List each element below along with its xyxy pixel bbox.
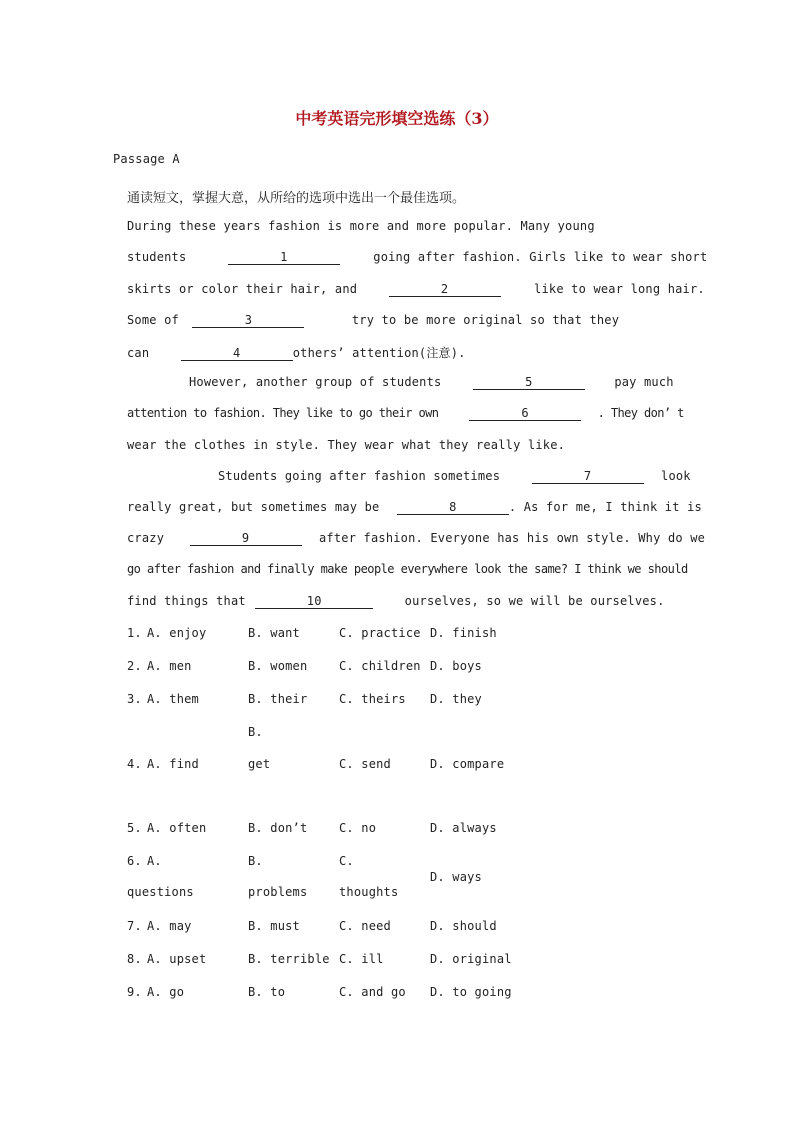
option-a: A. them — [147, 692, 199, 706]
option-a: A. find — [147, 757, 199, 771]
passage-text: However, another group of students — [189, 375, 442, 389]
passage-line — [218, 469, 691, 484]
option-b: B. must — [248, 919, 300, 933]
option-a: A. often — [147, 821, 207, 835]
option-b: B. don’t — [248, 821, 308, 835]
option-c: C. and go — [339, 985, 406, 999]
passage-line — [127, 406, 684, 421]
option-c: C. theirs — [339, 692, 406, 706]
passage-text: skirts or color their hair, and — [127, 282, 358, 296]
option-d: D. original — [430, 952, 512, 966]
blank-7: 7 — [532, 469, 644, 484]
passage-line — [189, 375, 674, 390]
blank-9: 9 — [190, 531, 302, 546]
option-b: B. to — [248, 985, 286, 999]
question-number: 6. — [127, 854, 142, 868]
option-a: A. upset — [147, 952, 207, 966]
passage-line: go after fashion and finally make people everywhere look the same? I think we should — [127, 562, 688, 576]
passage-text: try to be more original so that they — [351, 313, 620, 327]
option-b: B. their — [248, 692, 308, 706]
passage-text: can — [127, 346, 150, 360]
question-number: 2. — [127, 659, 142, 673]
option-d: D. ways — [430, 870, 482, 884]
option-d: D. finish — [430, 626, 497, 640]
option-d: D. boys — [430, 659, 482, 673]
passage-text: find things that — [127, 594, 246, 608]
passage-text: going after fashion. Girls like to wear short — [373, 250, 708, 264]
option-b-letter: B. — [248, 854, 263, 868]
option-b-letter: B. — [248, 725, 263, 739]
passage-line — [127, 531, 705, 546]
option-a-letter: A. — [147, 854, 162, 868]
passage-text: after fashion. Everyone has his own style. Why do we — [319, 531, 706, 545]
option-b: B. want — [248, 626, 300, 640]
option-b-text: problems — [248, 885, 308, 899]
blank-10: 10 — [255, 594, 373, 609]
passage-line: wear the clothes in style. They wear what they really like. — [127, 438, 566, 452]
option-a: A. go — [147, 985, 185, 999]
passage-line — [127, 313, 619, 328]
passage-text: pay much — [614, 375, 674, 389]
blank-1: 1 — [228, 250, 340, 265]
passage-text: Students going after fashion sometimes — [218, 469, 501, 483]
passage-line — [127, 282, 705, 297]
instruction: 通读短文，掌握大意，从所给的选项中选出一个最佳选项。 — [127, 191, 466, 206]
passage-text: Some of — [127, 313, 179, 327]
blank-3: 3 — [192, 313, 304, 328]
question-number: 9. — [127, 985, 142, 999]
option-b: B. terrible — [248, 952, 330, 966]
passage-text: really great, but sometimes may be — [127, 500, 380, 514]
passage-label: Passage A — [113, 152, 180, 166]
passage-text: students — [127, 250, 187, 264]
passage-text: others’ attention(注意). — [292, 346, 466, 360]
option-d: D. to going — [430, 985, 512, 999]
passage-line — [127, 500, 702, 515]
option-c-text: thoughts — [339, 885, 399, 899]
passage-text: like to wear long hair. — [534, 282, 705, 296]
passage-line — [127, 250, 707, 265]
question-number: 8. — [127, 952, 142, 966]
passage-text: . As for me, I think it is — [508, 500, 702, 514]
option-d: D. always — [430, 821, 497, 835]
blank-2: 2 — [389, 282, 501, 297]
passage-text: crazy — [127, 531, 165, 545]
question-number: 5. — [127, 821, 142, 835]
passage-text: attention to fashion. They like to go their own — [127, 406, 439, 420]
blank-6: 6 — [469, 406, 581, 421]
blank-4: 4 — [181, 346, 293, 361]
passage-line — [127, 594, 665, 609]
option-c: C. send — [339, 757, 391, 771]
passage-text: ourselves, so we will be ourselves. — [404, 594, 665, 608]
option-a: A. enjoy — [147, 626, 207, 640]
option-b: B. women — [248, 659, 308, 673]
blank-5: 5 — [473, 375, 585, 390]
option-c: C. ill — [339, 952, 384, 966]
option-c-letter: C. — [339, 854, 354, 868]
passage-line: During these years fashion is more and more popular. Many young — [127, 219, 595, 233]
option-a: A. may — [147, 919, 192, 933]
option-d: D. should — [430, 919, 497, 933]
question-number: 4. — [127, 757, 142, 771]
passage-text: look — [661, 469, 691, 483]
option-a-text: questions — [127, 885, 194, 899]
option-c: C. children — [339, 659, 421, 673]
option-b-text: get — [248, 757, 271, 771]
passage-line — [127, 344, 466, 361]
blank-8: 8 — [397, 500, 509, 515]
passage-text: . They don’ t — [597, 406, 684, 420]
option-d: D. they — [430, 692, 482, 706]
option-a: A. men — [147, 659, 192, 673]
option-c: C. no — [339, 821, 377, 835]
question-number: 1. — [127, 626, 142, 640]
option-c: C. practice — [339, 626, 421, 640]
question-number: 7. — [127, 919, 142, 933]
option-d: D. compare — [430, 757, 505, 771]
question-number: 3. — [127, 692, 142, 706]
option-c: C. need — [339, 919, 391, 933]
page-title: 中考英语完形填空选练（3） — [295, 109, 499, 128]
